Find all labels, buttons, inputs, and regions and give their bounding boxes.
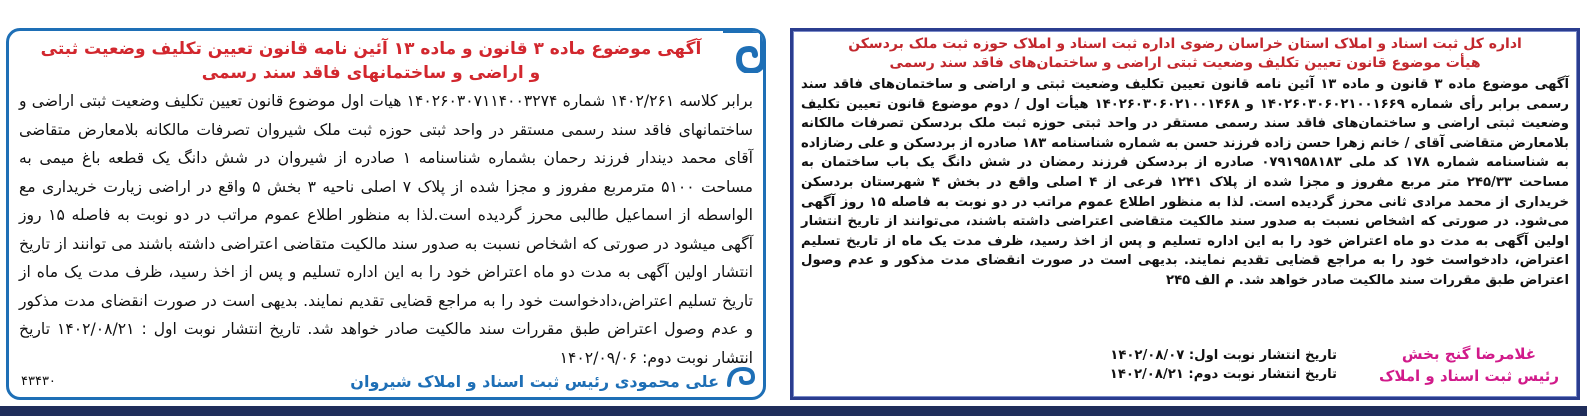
swirl-ornament-icon — [721, 29, 765, 73]
notice-header — [793, 31, 1577, 73]
signature-name: غلامرضا گنج بخش — [1401, 345, 1537, 363]
notice-title — [9, 31, 763, 85]
publication-date-second: تاریخ انتشار نوبت دوم: ۱۴۰۲/۰۸/۲۱ — [1109, 367, 1337, 383]
notice-signature: علی محمودی رئیس ثبت اسناد و املاک شیروان — [350, 372, 719, 391]
swirl-ornament-icon — [727, 365, 757, 389]
notice-header-line-2: هیأت موضوع قانون تعیین تکلیف وضعیت ثبتی اراضی و ساختمان‌های فاقد سند رسمی — [889, 55, 1481, 71]
page-bottom-strip — [0, 406, 1587, 416]
notice-title-line-2: و اراضی و ساختمانهای فاقد سند رسمی — [201, 63, 541, 83]
notice-header-line-1: اداره کل ثبت اسناد و املاک استان خراسان رضوی اداره ثبت اسناد و املاک حوزه ثبت ملک بردسکن — [848, 36, 1522, 52]
notice-body: آگهی موضوع ماده ۳ قانون و ماده ۱۳ آئین نامه قانون تعیین تکلیف وضعیت ثبتی و اراضی و ساختمان‌های فاقد سند رسمی برابر رأی شماره ۱۴۰۲۶۰۳۰۶۰۲۱۰۰۱۶۶۹ و ۱۴۰۲۶۰۳۰۶۰۲۱۰۰۱۴۶۸ هیأت اول / دوم موضوع قانون تعیین تکلیف وضعیت ثبتی اراضی و ساختمان‌های فاقد سند رسمی مستقر در واحد ثبتی حوزه ثبت ملک بردسکن تصرفات مالکانه بلامعارض متقاضی آقای / خانم زهرا حسن زاده فرزند حسن به شماره شناسنامه ۱۸۳ صادره از بردسکن و علی رضازاده به شناسنامه شماره ۱۷۸ کد ملی ۰۷۹۱۹۵۸۱۸۳ صادره از بردسکن فرزند رمضان در شش دانگ یک باب ساختمان به مساحت ۲۴۵/۳۳ متر مربع مفروز و مجزا شده از پلاک ۱۲۴۱ فرعی از ۴ اصلی واقع در بخش ۴ شهرستان بردسکن خریداری از محمد مرادی ثانی محرز گردیده است. لذا به منظور اطلاع عموم مراتب در دو نوبت به فاصله ۱۵ روز آگهی می‌شود. در صورتی که اشخاص نسبت به صدور سند مالکیت متقاضی اعتراضی داشته باشند، می‌توانند از تاریخ انتشار اولین آگهی به مدت دو ماه اعتراض خود را به این اداره تسلیم و پس از اخذ رسید، ظرف مدت یک ماه از تاریخ تسلیم اعتراض، دادخواست خود را به مراجع قضایی تقدیم نمایند. بدیهی است در صورت انقضای مدت مذکور و عدم وصول اعتراض طبق مقررات سند مالکیت صادر خواهد شد. م الف ۲۴۵ — [801, 77, 1570, 288]
bardaskan-registration-notice — [790, 28, 1580, 400]
publication-dates — [1007, 346, 1337, 385]
signature-title: رئیس ثبت اسناد و املاک — [1379, 367, 1559, 385]
notice-ref-code: ۴۳۴۳۰ — [21, 374, 56, 389]
notice-footer — [9, 365, 763, 393]
notice-signature — [1369, 343, 1569, 387]
notice-body: برابر کلاسه ۱۴۰۲/۲۶۱ شماره ۱۴۰۲۶۰۳۰۷۱۱۴۰۰۳۲۷۴ هیات اول موضوع قانون تعیین تکلیف وضعیت ثبتی اراضی و ساختمانهای فاقد سند رسمی مستقر در واحد ثبتی حوزه ثبت ملک شیروان تصرفات مالکانه بلامعارض متقاضی آقای محمد دیندار فرزند رحمان بشماره شناسنامه ۱ صادره از شیروان در شش دانگ یک قطعه باغ میمی به مساحت ۵۱۰۰ مترمربع مفروز و مجزا شده از پلاک ۷ اصلی ناحیه ۳ بخش ۵ واقع در اراضی زیارت خریداری مع الواسطه از اسماعیل طالبی محرز گردیده است.لذا به منظور اطلاع عموم مراتب در دو نوبت به فاصله ۱۵ روز آگهی میشود در صورتی که اشخاص نسبت به صدور سند مالکیت متقاضی اعتراضی داشته باشند می توانند از تاریخ انتشار اولین آگهی به مدت دو ماه اعتراض خود را به این اداره تسلیم و پس از اخذ رسید، ظرف مدت یک ماه از تاریخ تسلیم اعتراض،دادخواست خود را به مراجع قضایی تقدیم نمایند. بدیهی است در صورت انقضای مدت مذکور و عدم وصول اعتراض طبق مقررات سند مالکیت صادر خواهد شد. تاریخ انتشار نوبت اول : ۱۴۰۲/۰۸/۲۱ تاریخ انتشار نوبت دوم: ۱۴۰۲/۰۹/۰۶ — [19, 92, 753, 367]
shirvan-registration-notice — [6, 28, 766, 400]
publication-date-first: تاریخ انتشار نوبت اول: ۱۴۰۲/۰۸/۰۷ — [1110, 347, 1337, 363]
notice-title-line-1: آگهی موضوع ماده ۳ قانون و ماده ۱۳ آئین نامه قانون تعیین تکلیف وضعیت ثبتی — [40, 39, 702, 59]
